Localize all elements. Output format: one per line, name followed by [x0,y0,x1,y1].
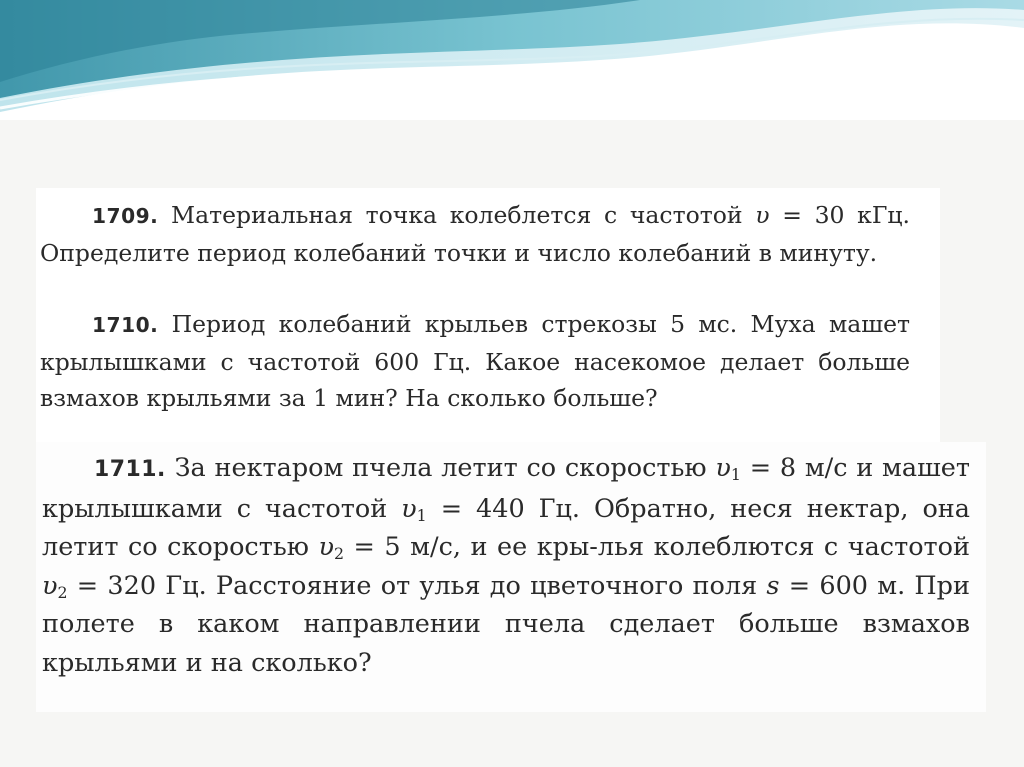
problem-text: За нектаром пчела летит со скоростью [174,453,716,483]
subscript: 1 [730,464,741,484]
frequency-symbol: υ [42,570,58,601]
problem-text-cont: = 30 кГц. Определите период колебаний точки и число колебаний в минуту. [40,201,910,267]
subscript: 2 [57,582,68,602]
problem-number: 1709. [92,204,159,228]
speed-symbol: υ [318,532,334,562]
problem-1709 [40,197,910,271]
problem-text: = 8 м/с и машет крылышками с частотой [42,453,971,524]
problem-1711 [42,449,970,682]
wave-header-decoration [0,0,1024,120]
frequency-symbol: υ [401,493,417,524]
subscript: 1 [416,505,427,525]
speed-symbol: υ [715,453,731,483]
problem-text: Материальная точка колеблется с частотой [171,201,756,229]
problem-text: = 440 Гц. Обратно, неся нектар, она летит со скоростью [42,493,970,562]
problem-number: 1710. [92,313,159,337]
problem-text: = 5 м/с, и ее кры-​лья колеблются с частотой [344,532,970,562]
problem-text: = 600 м. При полете в каком направлении пчела сделает больше взмахов крыльями и на сколько? [42,570,970,678]
frequency-symbol: υ [755,201,770,229]
problem-number: 1711. [94,457,166,482]
distance-symbol: s [766,570,780,601]
subscript: 2 [333,543,345,563]
problem-text: Период колебаний крыльев стрекозы 5 мс. Муха машет крылышками с частотой 600 Гц. Какое насекомое делает больше взмахов крыльями за 1 мин? На сколько больше? [40,310,910,412]
problem-1710 [40,306,910,417]
problem-text: = 320 Гц. Расстояние от улья до цветочного поля [67,570,767,601]
